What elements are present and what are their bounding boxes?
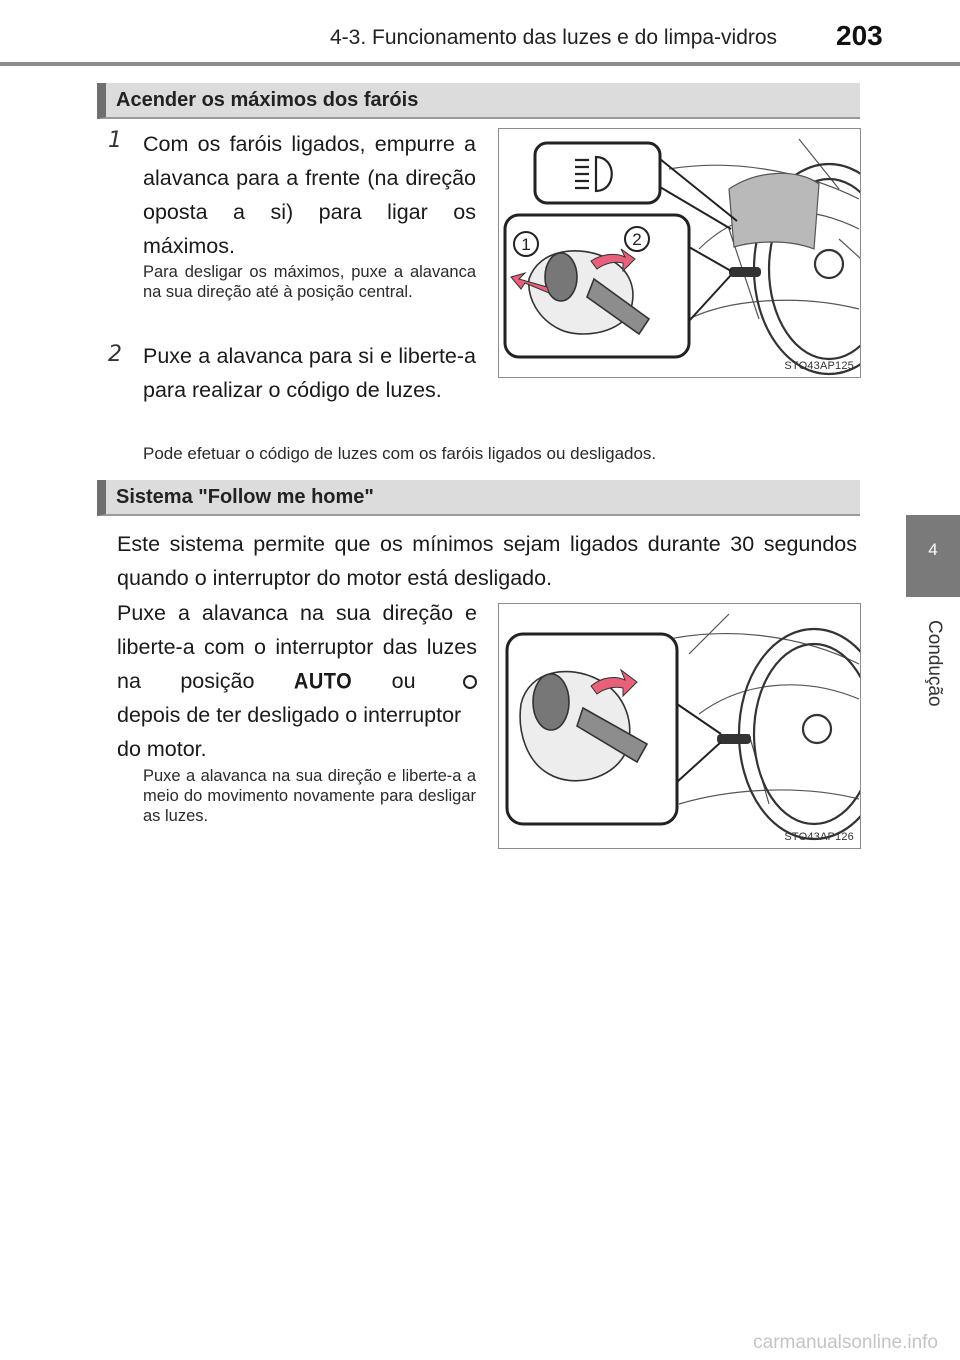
or-word: ou	[391, 669, 416, 693]
step-marker-2: 2	[108, 342, 122, 367]
step2-note: Pode efetuar o código de luzes com os faróis ligados ou desligados.	[143, 444, 657, 463]
step2-text: Puxe a alavanca para si e liberte-a para realizar o código de luzes.	[143, 344, 476, 402]
small-lights-icon	[463, 675, 477, 689]
section2-note: Puxe a alavanca na sua direção e liberte-a a meio do movimento novamente para desligar as luzes.	[143, 767, 476, 825]
callout-1: 1	[521, 235, 531, 254]
callout-2: 2	[632, 230, 642, 249]
lever-illustration-2	[499, 604, 861, 849]
instruction-part1: Puxe a alavanca na sua direção e liberte-a com o interruptor das luzes na posição	[117, 601, 477, 693]
watermark: carmanualsonline.info	[753, 1332, 938, 1353]
figure-code: STO43AP125	[784, 360, 854, 372]
instruction-part2: depois de ter desligado o interruptor do motor.	[117, 703, 462, 761]
chapter-tab-label: Condução	[924, 620, 945, 707]
step1-text: Com os faróis ligados, empurre a alavanca para a frente (na direção oposta a si) para ligar os máximos.	[143, 132, 476, 258]
figure-high-beam-lever	[498, 128, 861, 378]
chapter-tab-number: 4	[928, 540, 938, 559]
auto-position-symbol: AUTO	[293, 669, 353, 695]
section-heading-text: Sistema "Follow me home"	[116, 486, 374, 508]
header-title: 4-3. Funcionamento das luzes e do limpa-vidros	[330, 26, 778, 49]
step1-note: Para desligar os máximos, puxe a alavanca na sua direção até à posição central.	[143, 263, 476, 301]
section2-intro: Este sistema permite que os mínimos sejam ligados durante 30 segundos quando o interruptor do motor está desligado.	[117, 532, 857, 590]
section-heading-high-beams	[97, 83, 860, 119]
header-rule	[0, 62, 960, 66]
step-marker-1: 1	[108, 128, 122, 153]
figure-code: STO43AP126	[784, 831, 854, 843]
page-number: 203	[836, 20, 883, 51]
lever-illustration	[499, 129, 861, 378]
section-heading-follow-me-home	[97, 480, 860, 516]
section-heading-text: Acender os máximos dos faróis	[116, 89, 419, 111]
figure-follow-me-home-lever	[498, 603, 861, 849]
